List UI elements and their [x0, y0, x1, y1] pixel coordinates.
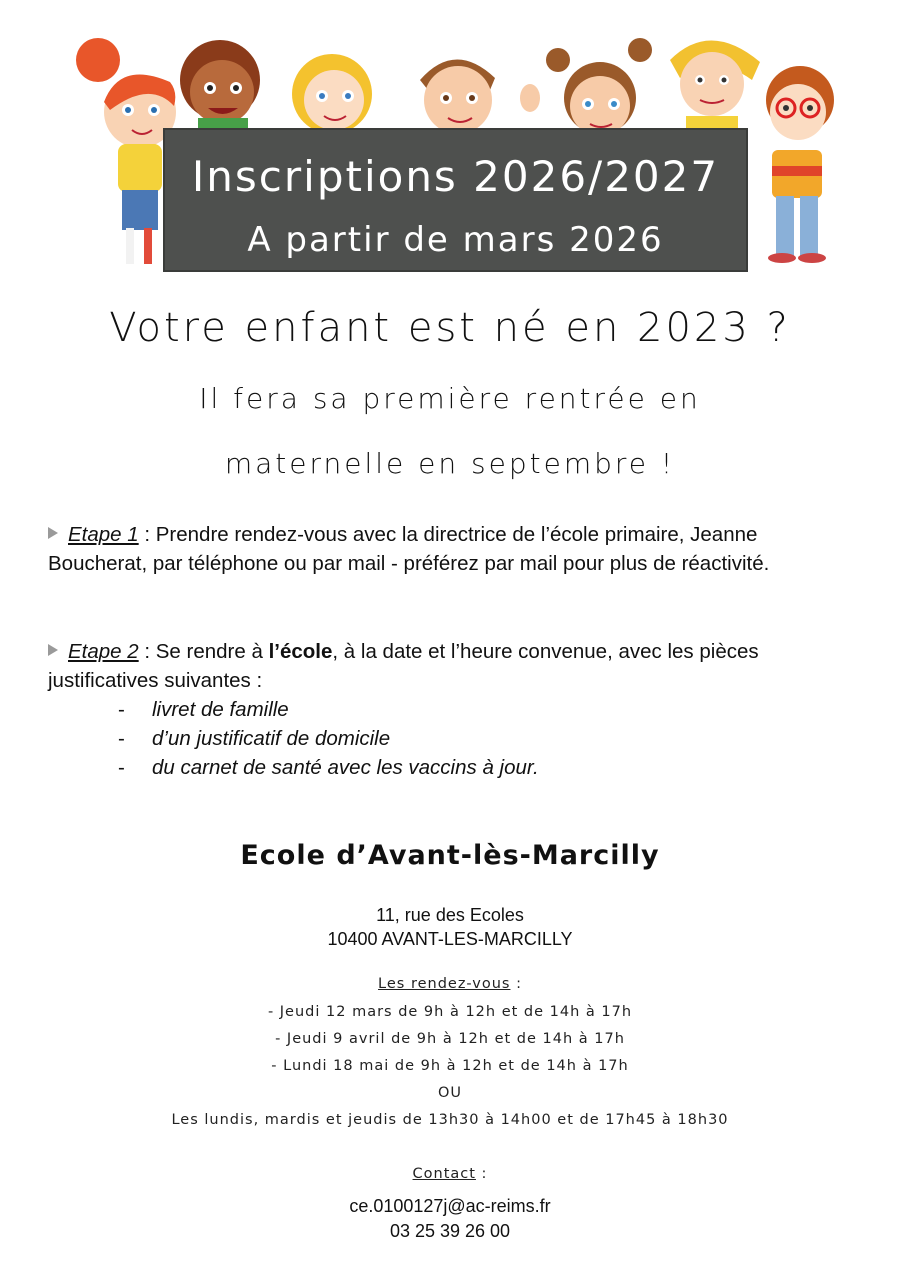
appointment-slot-2: - Jeudi 9 avril de 9h à 12h et de 14h à 17h: [275, 1031, 625, 1047]
school-street: 11, rue des Ecoles: [376, 905, 524, 925]
appointment-slot-3: - Lundi 18 mai de 9h à 12h et de 14h à 17h: [271, 1058, 629, 1074]
board-subtitle: A partir de mars 2026: [247, 220, 664, 260]
step-2-text-before: : Se rendre à: [138, 640, 269, 663]
headline-line-2: Il fera sa première rentrée en: [199, 382, 701, 415]
kid-5-icon: [520, 38, 652, 136]
step-1: [48, 520, 848, 578]
step-1-text: : Prendre rendez-vous avec la directrice de l’école primaire, Jeanne Boucherat, par téléphone ou par mail - préférez par mail pour plus de réactivité.: [48, 523, 770, 575]
appointment-slot-1: - Jeudi 12 mars de 9h à 12h et de 14h à 17h: [267, 1004, 633, 1020]
kid-4-icon: [420, 59, 495, 134]
step-2: [48, 637, 848, 782]
headline-line-3: maternelle en septembre !: [224, 447, 676, 480]
arrow-bullet-icon: [48, 644, 58, 656]
contact-phone[interactable]: 03 25 39 26 00: [389, 1221, 511, 1241]
kid-1-icon: [76, 38, 176, 264]
school-city: 10400 AVANT-LES-MARCILLY: [327, 929, 573, 949]
step-2-bold-school: l’école: [268, 640, 333, 663]
appointments-or: OU: [437, 1085, 463, 1101]
contact-heading-label: Contact: [412, 1166, 476, 1182]
kid-7-icon: [766, 66, 834, 263]
board-title: Inscriptions 2026/2027: [191, 152, 720, 201]
list-item: - du carnet de santé avec les vaccins à jour.: [48, 753, 848, 782]
appointments-heading-label: Les rendez-vous: [378, 976, 511, 992]
step-2-text-after: , à la date et l’heure convenue, avec les pièces justificatives suivantes :: [48, 640, 759, 692]
headline-question: Votre enfant est né en 2023 ?: [109, 305, 791, 351]
appointments-heading-suffix: :: [510, 976, 522, 992]
school-name: Ecole d’Avant-lès-Marcilly: [240, 840, 660, 871]
appointments-heading: [0, 976, 900, 992]
contact-heading: [0, 1166, 900, 1182]
kid-6-icon: [670, 40, 760, 130]
contact-heading-suffix: :: [475, 1166, 488, 1182]
appointments-recurring: Les lundis, mardis et jeudis de 13h30 à 14h00 et de 17h45 à 18h30: [171, 1112, 729, 1128]
list-item: - livret de famille: [48, 695, 848, 724]
step-1-label: Etape 1: [68, 523, 139, 546]
list-item: - d’un justificatif de domicile: [48, 724, 848, 753]
arrow-bullet-icon: [48, 527, 58, 539]
contact-email[interactable]: ce.0100127j@ac-reims.fr: [349, 1196, 551, 1216]
kid-2-icon: [180, 40, 260, 130]
chalkboard: [163, 128, 748, 272]
step-2-label: Etape 2: [68, 640, 139, 663]
kid-3-icon: [292, 54, 372, 134]
documents-list: [48, 695, 848, 782]
